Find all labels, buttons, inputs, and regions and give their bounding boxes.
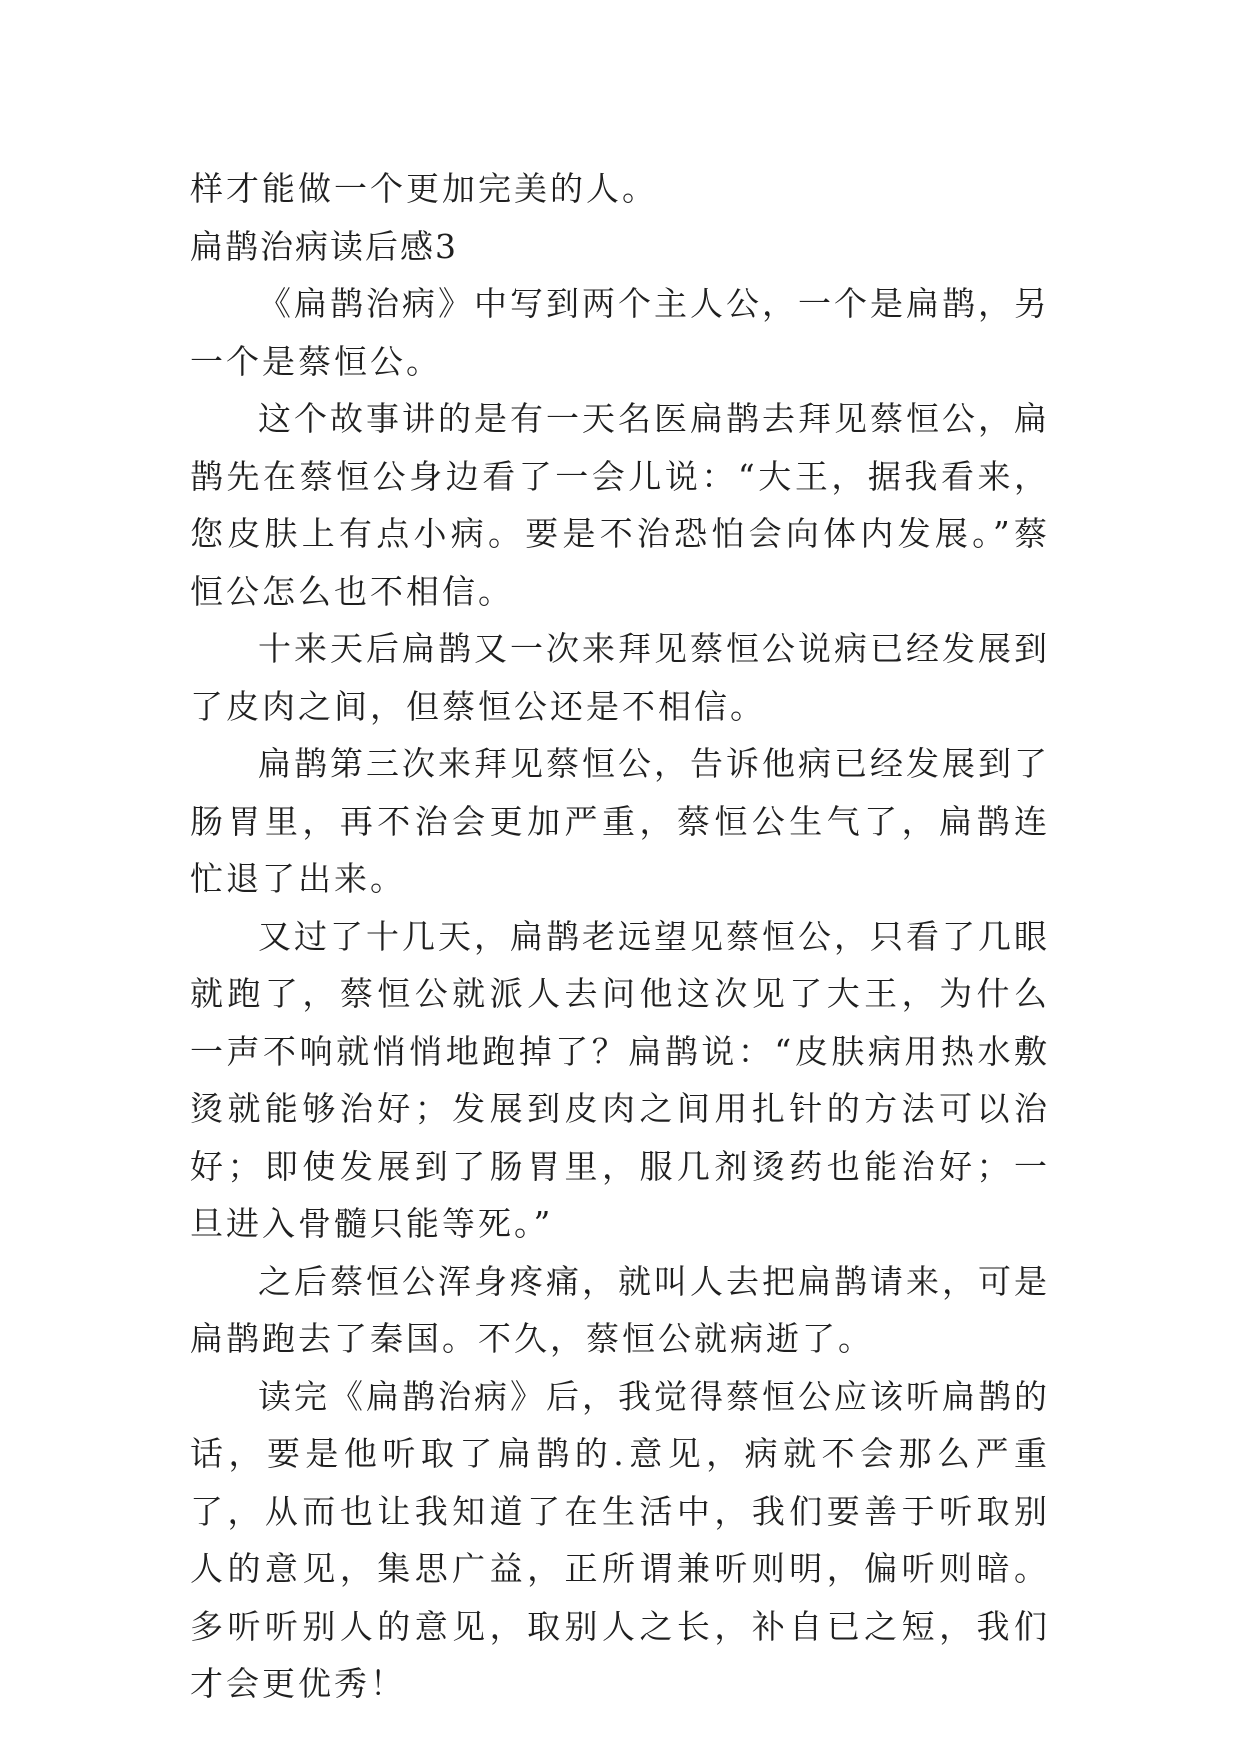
paragraph: 这个故事讲的是有一天名医扁鹊去拜见蔡恒公，扁鹊先在蔡恒公身边看了一会儿说：“大王，据我看来，您皮肤上有点小病。要是不治恐怕会向体内发展。”蔡恒公怎么也不相信。 — [190, 399, 1050, 611]
section-title: 扁鹊治病读后感3 — [190, 226, 458, 266]
paragraph: 之后蔡恒公浑身疼痛，就叫人去把扁鹊请来，可是扁鹊跑去了秦国。不久，蔡恒公就病逝了。 — [190, 1261, 1050, 1358]
paragraph: 读完《扁鹊治病》后，我觉得蔡恒公应该听扁鹊的话，要是他听取了扁鹊的.意见，病就不会那么严重了，从而也让我知道了在生活中，我们要善于听取别人的意见，集思广益，正所谓兼听则明，偏听则暗。多听听别人的意见，取别人之长，补自已之短，我们才会更优秀！ — [190, 1376, 1050, 1703]
paragraph: 又过了十几天，扁鹊老远望见蔡恒公，只看了几眼就跑了，蔡恒公就派人去问他这次见了大王，为什么一声不响就悄悄地跑掉了？扁鹊说：“皮肤病用热水敷烫就能够治好；发展到皮肉之间用扎针的方法可以治好；即使发展到了肠胃里，服几剂烫药也能治好；一旦进入骨髓只能等死。” — [190, 916, 1050, 1243]
paragraph-continuation: 样才能做一个更加完美的人。 — [190, 169, 658, 208]
document-body — [190, 160, 1050, 1713]
paragraph: 十来天后扁鹊又一次来拜见蔡恒公说病已经发展到了皮肉之间，但蔡恒公还是不相信。 — [190, 629, 1050, 726]
paragraph: 扁鹊第三次来拜见蔡恒公，告诉他病已经发展到了肠胃里，再不治会更加严重，蔡恒公生气了，扁鹊连忙退了出来。 — [190, 744, 1050, 898]
paragraph: 《扁鹊治病》中写到两个主人公，一个是扁鹊，另一个是蔡恒公。 — [190, 284, 1050, 381]
